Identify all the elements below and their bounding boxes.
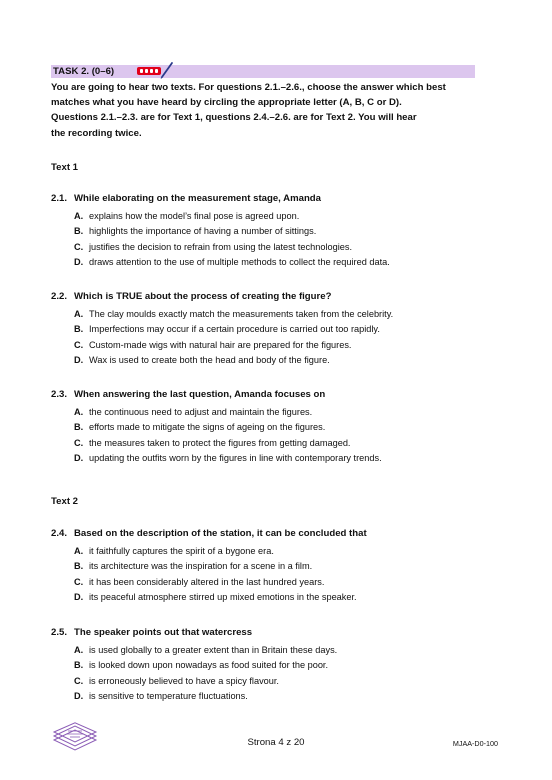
option-letter: A. (74, 406, 84, 417)
option-text: it faithfully captures the spirit of a bygone era. (89, 545, 274, 556)
option-text: is looked down upon nowadays as food suited for the poor. (89, 660, 329, 670)
question-text: Which is TRUE about the process of creating the figure? (74, 291, 332, 302)
option-letter: D. (74, 592, 84, 602)
pencil-icon (160, 61, 174, 79)
answer-option-d[interactable] (51, 256, 491, 272)
answer-option-b[interactable] (51, 560, 491, 576)
question-number: 2.5. (51, 627, 68, 638)
question-2-3 (51, 389, 491, 468)
answer-option-b[interactable] (51, 225, 491, 241)
question-text: The speaker points out that watercress (74, 627, 253, 638)
option-text: Custom-made wigs with natural hair are prepared for the figures. (89, 339, 352, 350)
task-title: TASK 2. (0–6) (53, 66, 115, 77)
question-stem (51, 389, 491, 401)
answer-option-c[interactable] (51, 241, 491, 257)
answer-option-c[interactable] (51, 437, 491, 453)
answer-option-d[interactable] (51, 452, 491, 468)
option-letter: A. (74, 545, 84, 556)
question-text: Based on the description of the station, it can be concluded that (74, 528, 367, 539)
answer-options (51, 308, 491, 370)
text2-heading: Text 2 (51, 496, 79, 507)
option-letter: A. (74, 308, 84, 319)
option-text: Wax is used to create both the head and body of the figure. (89, 355, 330, 365)
question-number: 2.2. (51, 291, 68, 302)
answer-options (51, 210, 491, 272)
option-text: its peaceful atmosphere stirred up mixed emotions in the speaker. (89, 592, 357, 602)
question-2-4 (51, 528, 491, 607)
answer-option-a[interactable] (51, 545, 491, 561)
option-text: explains how the model’s final pose is agreed upon. (89, 210, 300, 221)
option-text: its architecture was the inspiration for a scene in a film. (89, 561, 313, 571)
question-number: 2.1. (51, 193, 68, 204)
option-letter: B. (74, 660, 84, 670)
answer-option-a[interactable] (51, 644, 491, 660)
question-text: While elaborating on the measurement stage, Amanda (74, 193, 322, 204)
option-text: draws attention to the use of multiple methods to collect the required data. (89, 257, 390, 267)
answer-options (51, 406, 491, 468)
instruction-line: matches what you have heard by circling the appropriate letter (A, B, C or D). (51, 97, 402, 109)
option-text: is erroneously believed to have a spicy flavour. (89, 675, 279, 686)
task-instructions (51, 80, 481, 141)
question-stem (51, 528, 491, 540)
option-text: the measures taken to protect the figures from getting damaged. (89, 437, 351, 448)
answer-option-a[interactable] (51, 308, 491, 324)
instruction-line: the recording twice. (51, 127, 142, 139)
answer-option-d[interactable] (51, 591, 491, 607)
text1-heading: Text 1 (51, 162, 79, 173)
answer-option-d[interactable] (51, 690, 491, 706)
option-text: justifies the decision to refrain from using the latest technologies. (89, 241, 353, 252)
option-text: is sensitive to temperature fluctuations. (89, 691, 248, 701)
document-code: MJAA-D0-100 (452, 739, 498, 748)
question-2-5 (51, 627, 491, 706)
option-letter: C. (74, 576, 84, 587)
task-header (51, 65, 475, 78)
option-letter: D. (74, 355, 84, 365)
option-letter: B. (74, 422, 84, 432)
answer-option-d[interactable] (51, 354, 491, 370)
option-text: the continuous need to adjust and maintain the figures. (89, 406, 313, 417)
points-badge-icon (137, 67, 161, 75)
option-text: it has been considerably altered in the last hundred years. (89, 576, 325, 587)
option-text: highlights the importance of having a number of sittings. (89, 226, 317, 236)
answer-options (51, 545, 491, 607)
option-letter: C. (74, 241, 84, 252)
instruction-line: Questions 2.1.–2.3. are for Text 1, questions 2.4.–2.6. are for Text 2. You will hear (51, 112, 417, 124)
option-text: updating the outfits worn by the figures in line with contemporary trends. (89, 453, 382, 463)
question-2-2 (51, 291, 491, 370)
option-letter: B. (74, 561, 84, 571)
option-letter: D. (74, 257, 84, 267)
question-number: 2.4. (51, 528, 68, 539)
option-letter: B. (74, 324, 84, 334)
answer-option-b[interactable] (51, 421, 491, 437)
option-letter: D. (74, 453, 84, 463)
answer-option-c[interactable] (51, 339, 491, 355)
option-letter: A. (74, 210, 84, 221)
question-stem (51, 291, 491, 303)
question-2-1 (51, 193, 491, 272)
answer-option-b[interactable] (51, 659, 491, 675)
question-stem (51, 627, 491, 639)
question-text: When answering the last question, Amanda focuses on (74, 389, 326, 400)
option-letter: D. (74, 691, 84, 701)
answer-options (51, 644, 491, 706)
option-text: efforts made to mitigate the signs of ageing on the figures. (89, 422, 326, 432)
option-text: The clay moulds exactly match the measurements taken from the celebrity. (89, 308, 394, 319)
option-letter: C. (74, 339, 84, 350)
option-text: is used globally to a greater extent than in Britain these days. (89, 644, 338, 655)
question-number: 2.3. (51, 389, 68, 400)
answer-option-b[interactable] (51, 323, 491, 339)
answer-option-c[interactable] (51, 576, 491, 592)
option-text: Imperfections may occur if a certain procedure is carried out too rapidly. (89, 324, 380, 334)
answer-option-c[interactable] (51, 675, 491, 691)
question-stem (51, 193, 491, 205)
option-letter: A. (74, 644, 84, 655)
option-letter: C. (74, 675, 84, 686)
option-letter: C. (74, 437, 84, 448)
answer-option-a[interactable] (51, 210, 491, 226)
answer-option-a[interactable] (51, 406, 491, 422)
page-number: Strona 4 z 20 (247, 737, 305, 748)
instruction-line: You are going to hear two texts. For questions 2.1.–2.6., choose the answer which best (51, 82, 446, 93)
option-letter: B. (74, 226, 84, 236)
